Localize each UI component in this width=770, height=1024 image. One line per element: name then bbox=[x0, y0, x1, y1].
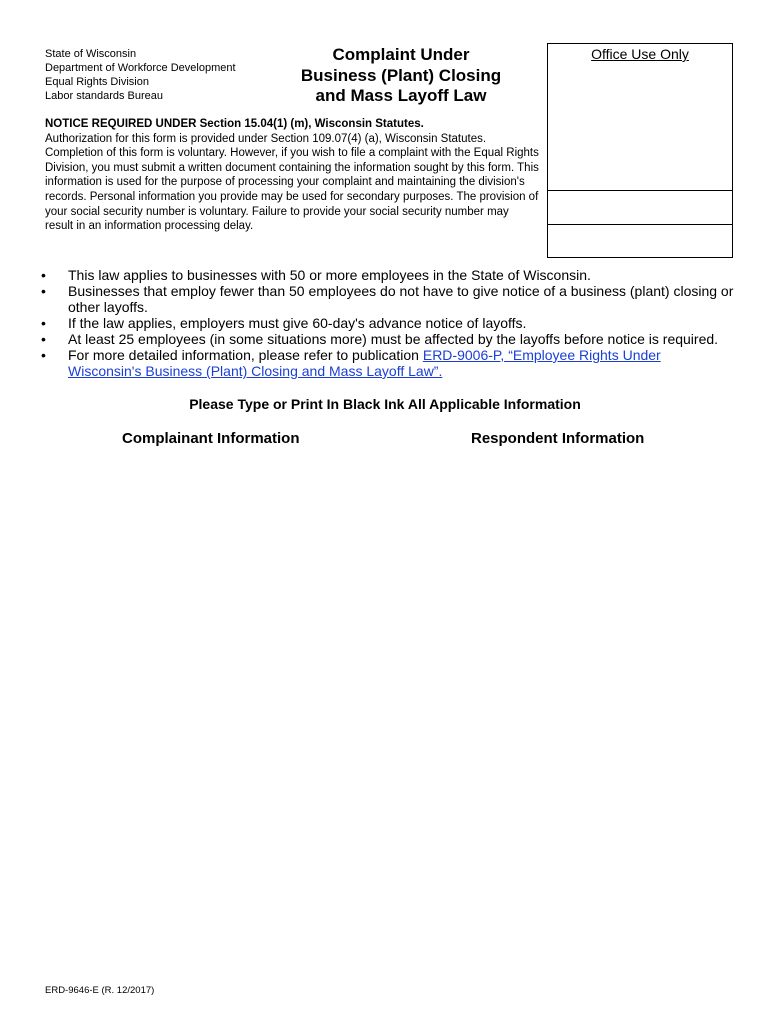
bullet-icon: • bbox=[41, 347, 46, 363]
agency-bureau: Labor standards Bureau bbox=[45, 90, 164, 102]
form-title-line2: Business (Plant) Closing bbox=[300, 65, 502, 85]
bullet-icon: • bbox=[41, 283, 46, 299]
agency-block bbox=[45, 47, 236, 103]
form-instruction: Please Type or Print In Black Ink All Applicable Information bbox=[189, 396, 581, 412]
list-item bbox=[38, 315, 738, 331]
agency-department: Department of Workforce Development bbox=[45, 62, 236, 74]
list-item bbox=[38, 283, 738, 315]
bullet-icon: • bbox=[41, 331, 46, 347]
office-use-row-1 bbox=[548, 190, 732, 224]
info-bullet-list bbox=[38, 267, 738, 379]
bullet-text: This law applies to businesses with 50 or more employees in the State of Wisconsin. bbox=[68, 267, 591, 283]
bullet-icon: • bbox=[41, 267, 46, 283]
bullet-text: For more detailed information, please refer to publication bbox=[68, 347, 423, 363]
bullet-text: If the law applies, employers must give 60-day's advance notice of layoffs. bbox=[68, 315, 527, 331]
list-item bbox=[38, 331, 738, 347]
agency-state: State of Wisconsin bbox=[45, 48, 137, 60]
bullet-text: Businesses that employ fewer than 50 employees do not have to give notice of a business (plant) closing or other layoffs. bbox=[68, 283, 734, 315]
form-number: ERD-9646-E (R. 12/2017) bbox=[45, 985, 155, 996]
office-use-box bbox=[547, 43, 733, 258]
agency-division: Equal Rights Division bbox=[45, 76, 149, 88]
form-title bbox=[288, 45, 514, 107]
form-title-line3: and Mass Layoff Law bbox=[315, 86, 487, 105]
office-use-row-2 bbox=[548, 224, 732, 257]
list-item bbox=[38, 347, 738, 379]
notice-heading: NOTICE REQUIRED UNDER Section 15.04(1) (m), Wisconsin Statutes. bbox=[45, 118, 424, 130]
list-item bbox=[38, 267, 738, 283]
form-title-line1: Complaint Under bbox=[332, 45, 470, 64]
privacy-notice bbox=[45, 117, 540, 234]
bullet-text: At least 25 employees (in some situations more) must be affected by the layoffs before notice is required. bbox=[68, 331, 719, 347]
complainant-section-heading: Complainant Information bbox=[122, 430, 300, 447]
notice-body: Authorization for this form is provided under Section 109.07(4) (a), Wisconsin Statutes. Completion of this form is voluntary. However, if you wish to file a complaint with the Equal Rights Division, you must submit a written document containing the information sought by this form. This information is used for the purpose of processing your complaint and maintaining the division's records. Personal information you provide may be used for secondary purposes. The provision of your social security number is voluntary. Failure to provide your social security number may result in an information processing delay. bbox=[45, 132, 539, 233]
office-use-label: Office Use Only bbox=[591, 46, 689, 62]
publication-link[interactable]: ERD-9006-P, “Employee Rights Under Wisconsin's Business (Plant) Closing and Mass Layoff Law”. bbox=[68, 347, 661, 379]
respondent-section-heading: Respondent Information bbox=[471, 430, 645, 447]
bullet-icon: • bbox=[41, 315, 46, 331]
